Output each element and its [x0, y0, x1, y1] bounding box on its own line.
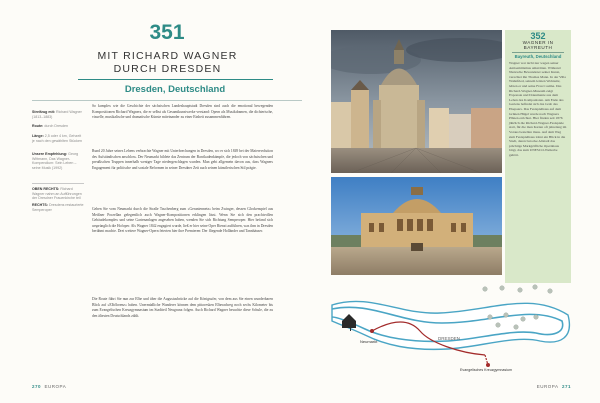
title-rule: [78, 79, 273, 80]
header-rule: [32, 100, 302, 101]
body-paragraph: Die Route führt Sie nun zur Elbe und über die Augustusbrücke auf die Königsufer, von dem aus Sie einen wunderbaren Blick auf »Elbflorenz« haben. Unermüdliche Wanderer können dem pittoresken Elberadweg noch sechs Kilometer bis zum Evangelischen Kreuzgymnasium im Stadtteil Neugruna folgen. Auch Richard Wagner besuchte diese Schule, die zu den ältesten Deutschlands zählt.: [92, 297, 273, 318]
fact-item: Unsere Empfehlung: Georg Wittmann, Das Wagner-Kompendium: Sein Leben – seine Musik (1992): [32, 152, 79, 170]
infobox-rule: [512, 52, 564, 53]
body-paragraph: Gehen Sie vom Neumarkt durch die Straße Taschenberg zum »Geraniennetz« beim Zwinger, dessen Glockenspiel aus Meißner Porzellan gelegentlich auch Wagner-Kompositionen erklingen lässt. Wenn Sie sich den prachtvollen Gebäudekomplex und seine Gartenanlagen angesehen haben, wenden Sie sich Richtung Semperoper. Hier befand sich ursprünglich die Hofoper. Als Wagner 1842 engagiert wurde, ließ er hier seine Oper Rienzi aufführen, was ihm in Dresden berühmt machte. Drei weitere Wagner-Opern feierten hier ihre Premieren: Der fliegende Holländer und Tannhäuser.: [92, 207, 273, 234]
fact-item: Länge: 2,5 oder 4 km, Gehzeit je nach den gewählten Stücken: [32, 134, 82, 143]
folio-left: 270 EUROPA: [32, 384, 67, 389]
entry-number: 351: [149, 21, 185, 44]
infobox-location: Bayreuth, Deutschland: [514, 54, 562, 59]
frauenkirche-photo: [331, 30, 502, 173]
body-paragraph: So komplex wie die Geschichte der sächsischen Landeshauptstadt Dresden sind auch die emotional bewegenden Kompositionen Richard Wagners, die er selbst als Gesamtkunstwerke verstand: Opern als Musikdramen, die dichterische, visuelle, musikalische und dramatische Künste miteinander zu einer Einheit zusammenführen.: [92, 104, 273, 120]
route-start-marker: [370, 329, 374, 333]
map-point-label: Neumarkt: [360, 339, 378, 344]
fact-item: Streifzug mit: Richard Wagner (1813–1883): [32, 110, 82, 119]
map-city-label: DRESDEN: [438, 336, 461, 341]
entry-title: MIT RICHARD WAGNER DURCH DRESDEN: [97, 50, 238, 75]
semperoper-photo: [331, 177, 502, 275]
photo-caption: RECHTS: Dresdens restaurierte Semperoper: [32, 203, 84, 212]
body-paragraph: Rund 20 Jahre seines Lebens verbrachte Wagner mit Unterbrechungen in Dresden, wo er sich 1849 bei der Maierevolution des Aufständischen anschloss. Der Neumarkt bildete das Zentrum der Barrikadenkämpfe, die jedoch von sächsischen und preußischen Truppen innerhalb weniger Tage niedergeschlagen wurden. Man geht allgemein davon aus, dass Wagners Engagement für politische und soziale Reformen in seiner Dresdner Zeit auch seinen künstlerischen Stil prägte.: [92, 149, 273, 170]
infobox-text: Wagner war nicht nur wegen seiner Antisemitismus umstritten. Während Nietzsche Bewunderer seiner Kunst, verachtet ihn Thomas Mann. In der Villa Wahnfried, seinem letzten Wohnsitz, lebten er und seine Frau Cosima. Das Richard-Wagner-Museum zeigt Exponate und Dokumente aus dem Leben des Komponisten. Am Ende des Gartens befindet sich das Grab des Ehepaars. Das Festspielhaus auf dem Grünen Hügel wurde nach Wagners Plänen errichtet. Hier finden seit 1876 jährlich die Richard-Wagner-Festspiele statt, für die man Karten oft jahrelang im Voraus bestellen muss. Auf dem Weg zum Festspielhaus lohnt ein Blick in die Stadt, deren barocke Altstadt das prächtige Markgräfliche Opernhaus birgt, das zum UNESCO-Welterbe gehört.: [509, 61, 567, 157]
map-point-label: Evangelisches Kreuzgymnasium: [460, 368, 512, 372]
fact-item: Route: durch Dresden: [32, 124, 68, 128]
entry-location: Dresden, Deutschland: [124, 84, 226, 95]
sidebar-divider: [32, 183, 84, 184]
route-end-marker: [486, 363, 490, 367]
infobox-number: 352: [530, 31, 546, 41]
photo-caption: OBEN RECHTS: Richard Wagner nahm an Aufführungen der Dresdner Frauenkirche teil: [32, 187, 82, 201]
folio-right: EUROPA 271: [536, 384, 571, 389]
infobox-title: WAGNER IN BAYREUTH: [522, 40, 554, 51]
route-map: [330, 283, 572, 378]
